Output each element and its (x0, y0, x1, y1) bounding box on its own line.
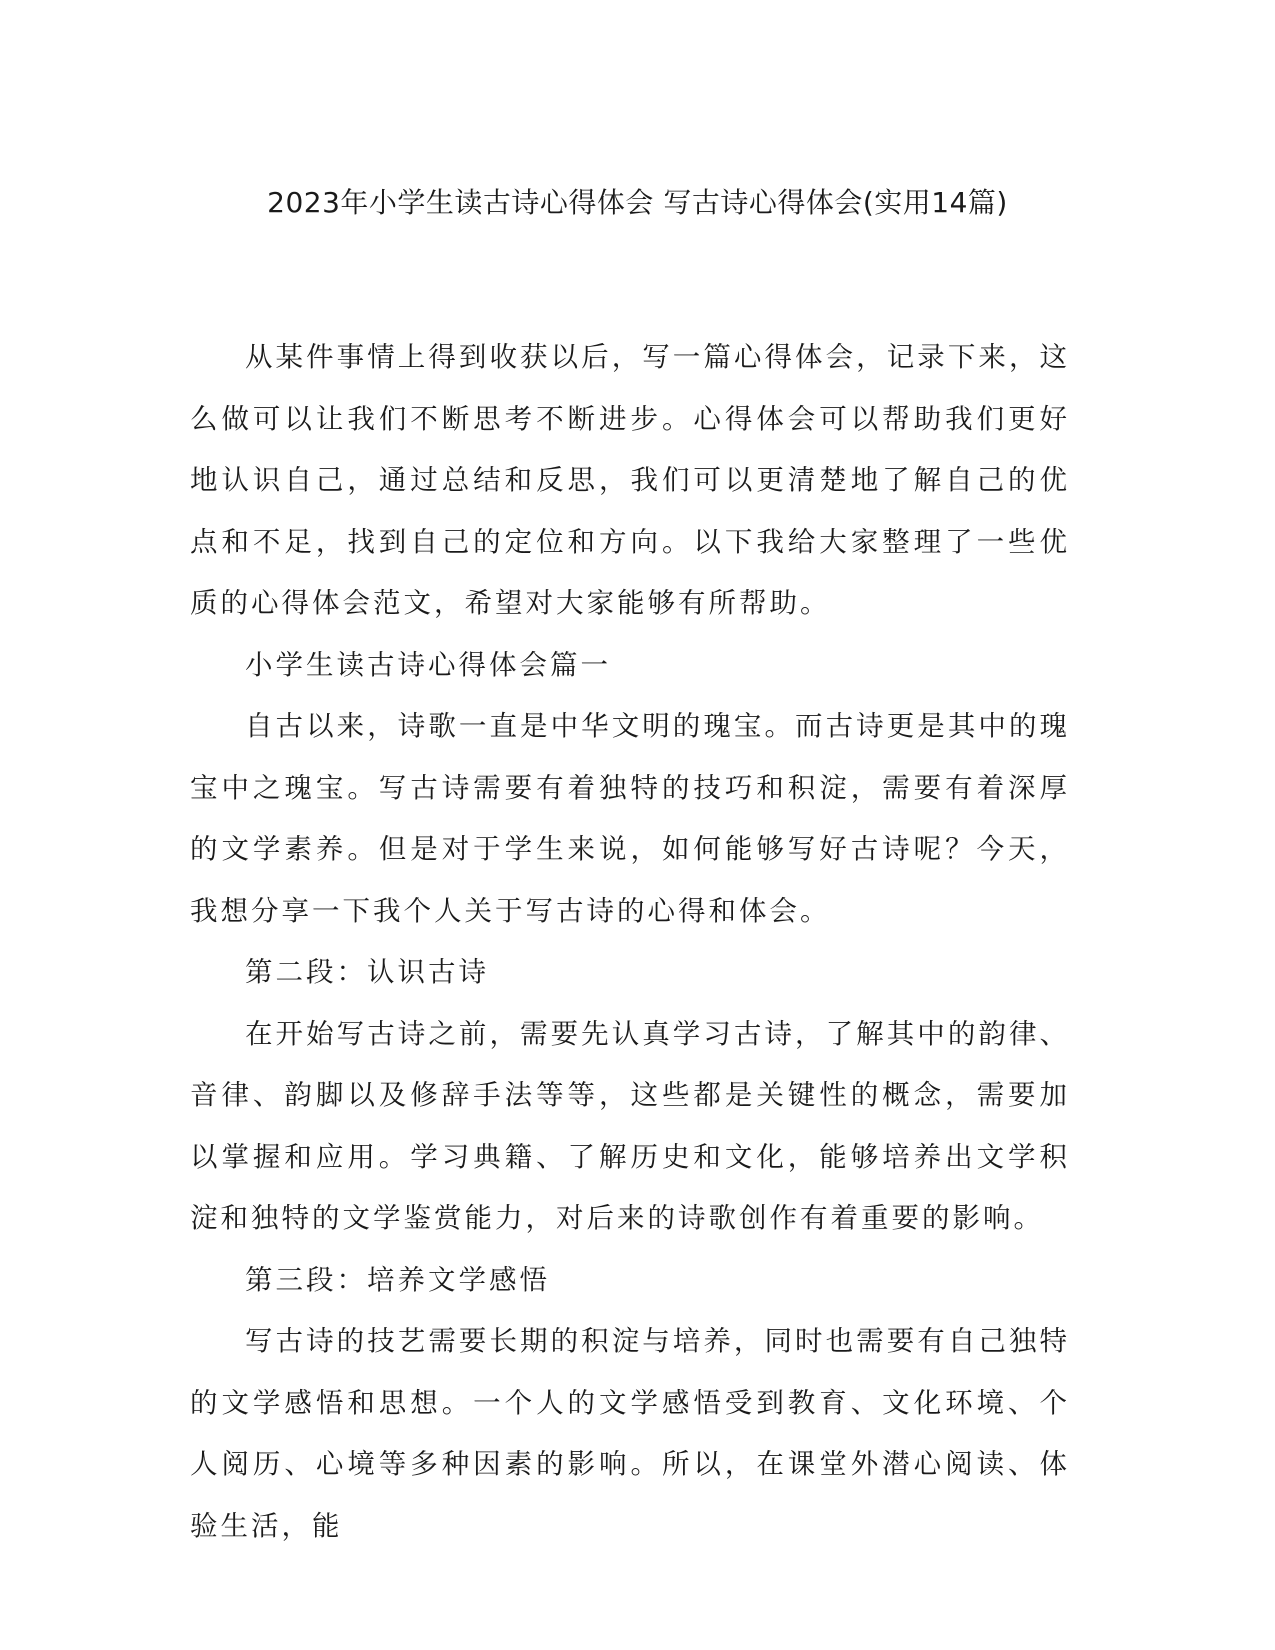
body-paragraph: 在开始写古诗之前，需要先认真学习古诗，了解其中的韵律、音律、韵脚以及修辞手法等等，这些都是关键性的概念，需要加以掌握和应用。学习典籍、了解历史和文化，能够培养出文学积淀和独特的文学鉴赏能力，对后来的诗歌创作有着重要的影响。 (190, 1017, 1070, 1234)
section-heading-third: 第三段：培养文学感悟 (245, 1263, 550, 1296)
intro-paragraph: 从某件事情上得到收获以后，写一篇心得体会，记录下来，这么做可以让我们不断思考不断进步。心得体会可以帮助我们更好地认识自己，通过总结和反思，我们可以更清楚地了解自己的优点和不足，找到自己的定位和方向。以下我给大家整理了一些优质的心得体会范文，希望对大家能够有所帮助。 (190, 341, 1070, 619)
document-body (190, 327, 1070, 1557)
body-paragraph: 写古诗的技艺需要长期的积淀与培养，同时也需要有自己独特的文学感悟和思想。一个人的文学感悟受到教育、文化环境、个人阅历、心境等多种因素的影响。所以，在课堂外潜心阅读、体验生活，能 (190, 1325, 1070, 1542)
body-paragraph: 自古以来，诗歌一直是中华文明的瑰宝。而古诗更是其中的瑰宝中之瑰宝。写古诗需要有着独特的技巧和积淀，需要有着深厚的文学素养。但是对于学生来说，如何能够写好古诗呢？今天，我想分享一下我个人关于写古诗的心得和体会。 (190, 710, 1070, 927)
document-title: 2023年小学生读古诗心得体会 写古诗心得体会(实用14篇) (267, 186, 1008, 219)
section-heading-second: 第二段：认识古诗 (245, 956, 489, 988)
section-heading-part-one: 小学生读古诗心得体会篇一 (245, 648, 611, 681)
